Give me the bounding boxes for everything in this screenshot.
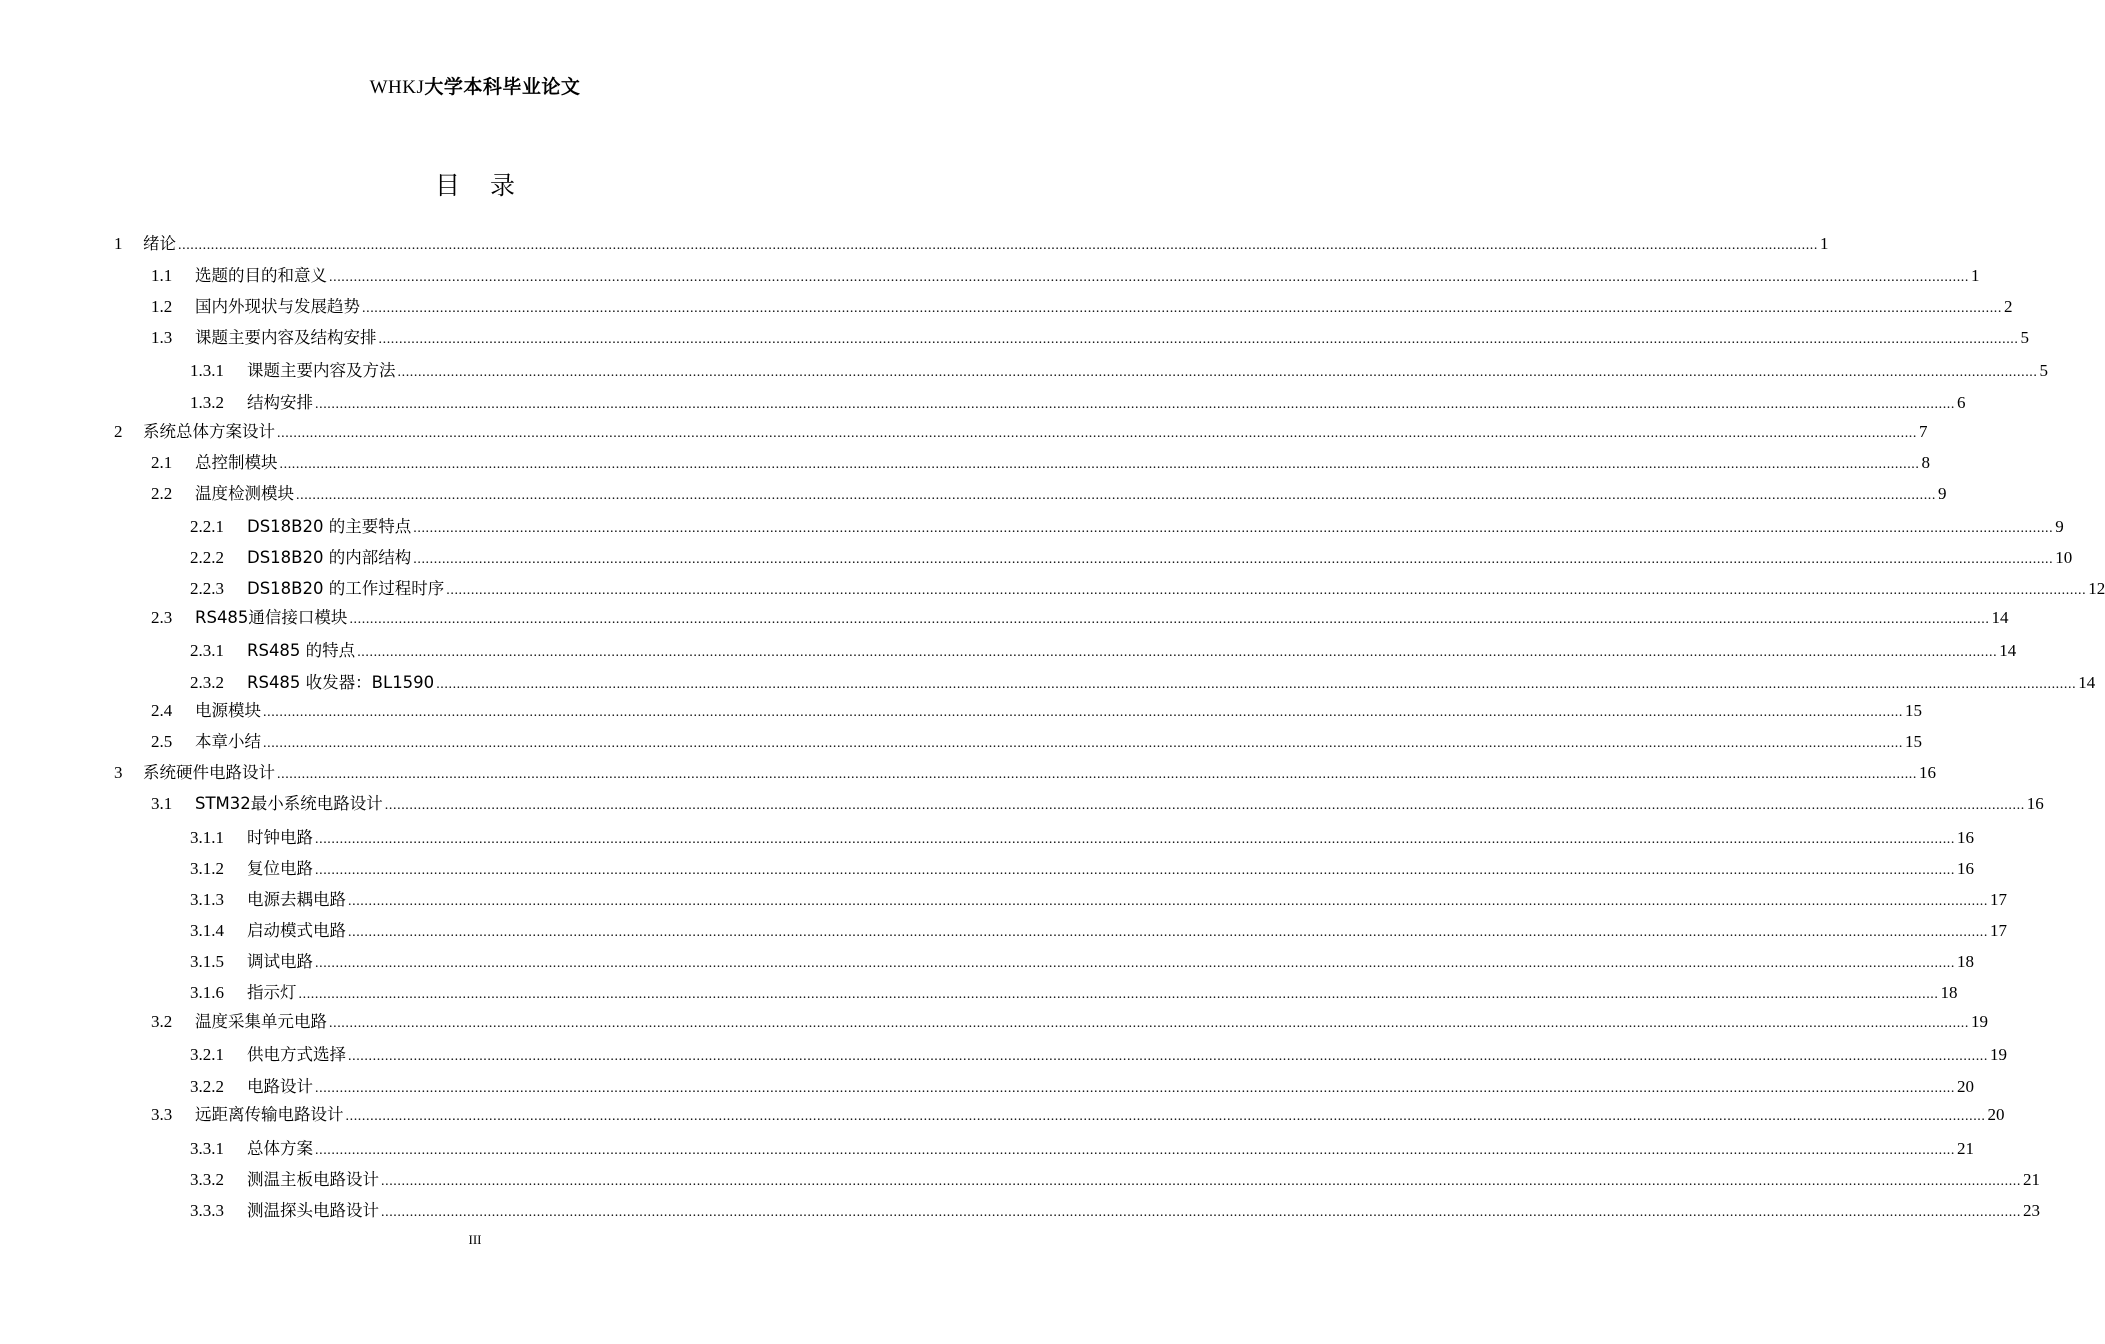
toc-entry-number: 3.1.6 — [190, 983, 224, 1002]
toc-leader-dots: ................................................................................................................................................................................................................................................................................................................................................................................................................ — [315, 956, 1955, 971]
toc-entry[interactable] — [151, 326, 2029, 350]
toc-leader-dots: ................................................................................................................................................................................................................................................................................................................................................................................................................ — [381, 1174, 2021, 1189]
toc-entry[interactable] — [190, 1075, 1974, 1099]
toc-leader-dots: ................................................................................................................................................................................................................................................................................................................................................................................................................ — [315, 863, 1955, 878]
toc-entry-page: 2 — [2004, 297, 2013, 316]
toc-entry-page: 16 — [1919, 763, 1936, 782]
toc-leader-dots: ................................................................................................................................................................................................................................................................................................................................................................................................................ — [329, 1016, 1969, 1031]
toc-entry[interactable] — [190, 1199, 2040, 1223]
toc-entry-title: 电路设计 — [247, 1077, 313, 1096]
toc-entry[interactable] — [151, 730, 1922, 754]
toc-entry-page: 16 — [2026, 794, 2044, 813]
toc-entry-number: 3.3.2 — [190, 1170, 224, 1189]
toc-entry-number: 2.2.3 — [190, 579, 224, 598]
toc-title: 目录 — [434, 171, 545, 200]
toc-entry-number: 2.4 — [151, 701, 173, 720]
toc-entry-number: 2.3.1 — [190, 641, 224, 660]
toc-leader-dots: ................................................................................................................................................................................................................................................................................................................................................................................................................ — [348, 894, 1988, 909]
toc-entry-page: 21 — [2023, 1170, 2040, 1189]
toc-entry-title: 总控制模块 — [195, 453, 278, 472]
toc-entry-page: 14 — [2078, 673, 2096, 692]
toc-leader-dots: ................................................................................................................................................................................................................................................................................................................................................................................................................ — [413, 552, 2054, 567]
toc-entry[interactable] — [190, 1168, 2040, 1192]
toc-entry-number: 2 — [114, 422, 123, 441]
toc-leader-dots: ................................................................................................................................................................................................................................................................................................................................................................................................................ — [436, 677, 2077, 692]
toc-entry-page: 16 — [1957, 828, 1974, 847]
toc-entry-page: 7 — [1919, 422, 1928, 441]
toc-entry-number: 2.1 — [151, 453, 173, 472]
toc-entry-number: 1.3 — [151, 328, 173, 347]
toc-entry-page: 19 — [1971, 1012, 1988, 1031]
toc-entry-number: 3.1.4 — [190, 921, 224, 940]
toc-entry-page: 17 — [1990, 890, 2007, 909]
toc-entry-title: 电源模块 — [195, 701, 261, 720]
toc-entry[interactable] — [190, 1137, 1974, 1161]
toc-entry-title: 启动模式电路 — [247, 921, 346, 940]
toc-entry[interactable] — [190, 888, 2007, 912]
toc-leader-dots: ................................................................................................................................................................................................................................................................................................................................................................................................................ — [381, 1205, 2021, 1220]
toc-entry[interactable] — [190, 639, 2017, 663]
toc-entry-number: 1.2 — [151, 297, 173, 316]
toc-entry-title: 供电方式选择 — [247, 1045, 346, 1064]
toc-entry-page: 19 — [1990, 1045, 2007, 1064]
toc-entry-number: 1.3.2 — [190, 393, 224, 412]
toc-entry[interactable] — [151, 1010, 1988, 1034]
toc-entry-page: 14 — [1999, 641, 2017, 660]
toc-entry-title: 复位电路 — [247, 859, 313, 878]
toc-entry-number: 1 — [114, 234, 123, 253]
toc-leader-dots: ................................................................................................................................................................................................................................................................................................................................................................................................................ — [178, 238, 1818, 253]
toc-entry-page: 15 — [1905, 701, 1922, 720]
toc-entry-number: 3.3.3 — [190, 1201, 224, 1220]
toc-entry[interactable] — [151, 451, 1930, 475]
toc-entry-title: 系统总体方案设计 — [143, 422, 275, 441]
toc-entry-title: RS485 收发器：BL1590 — [247, 673, 435, 692]
toc-entry-title: 课题主要内容及方法 — [247, 361, 396, 380]
header-latin: WHKJ — [369, 77, 425, 98]
toc-entry-title: DS18B20 的内部结构 — [247, 548, 412, 567]
toc-leader-dots: ................................................................................................................................................................................................................................................................................................................................................................................................................ — [348, 1049, 1988, 1064]
toc-entry-page: 10 — [2055, 548, 2073, 567]
toc-leader-dots: ................................................................................................................................................................................................................................................................................................................................................................................................................ — [315, 832, 1955, 847]
toc-leader-dots: ................................................................................................................................................................................................................................................................................................................................................................................................................ — [263, 705, 1903, 720]
toc-entry-title: 远距离传输电路设计 — [195, 1105, 344, 1124]
toc-entry-page: 23 — [2023, 1201, 2040, 1220]
toc-entry-page: 20 — [1957, 1077, 1974, 1096]
toc-entry[interactable] — [190, 950, 1974, 974]
toc-entry-page: 9 — [2055, 517, 2064, 536]
toc-entry-number: 2.2.2 — [190, 548, 224, 567]
toc-entry-title: RS485通信接口模块 — [195, 608, 348, 627]
toc-entry-number: 3.1.5 — [190, 952, 224, 971]
toc-entry-page: 9 — [1938, 484, 1947, 503]
toc-entry-number: 2.5 — [151, 732, 173, 751]
toc-entry-page: 14 — [1991, 608, 2009, 627]
toc-entry-page: 17 — [1990, 921, 2007, 940]
toc-entry-title: 总体方案 — [247, 1139, 313, 1158]
toc-leader-dots: ................................................................................................................................................................................................................................................................................................................................................................................................................ — [357, 645, 1998, 660]
toc-entry-title: 温度检测模块 — [195, 484, 294, 503]
toc-entry-number: 3.1 — [151, 794, 173, 813]
toc-leader-dots: ................................................................................................................................................................................................................................................................................................................................................................................................................ — [348, 925, 1988, 940]
toc-entry[interactable] — [190, 671, 2096, 695]
toc-entry[interactable] — [151, 264, 1980, 288]
toc-leader-dots: ................................................................................................................................................................................................................................................................................................................................................................................................................ — [315, 1081, 1955, 1096]
toc-entry-number: 2.2 — [151, 484, 173, 503]
toc-entry-title: 调试电路 — [247, 952, 313, 971]
toc-entry[interactable] — [190, 1043, 2007, 1067]
toc-entry-title: DS18B20 的工作过程时序 — [247, 579, 445, 598]
toc-entry[interactable] — [190, 515, 2064, 539]
toc-entry-page: 12 — [2088, 579, 2105, 598]
toc-entry-number: 3.3.1 — [190, 1139, 224, 1158]
toc-entry-number: 3.2 — [151, 1012, 173, 1031]
toc-entry[interactable] — [151, 1103, 2005, 1127]
toc-entry-number: 3.1.2 — [190, 859, 224, 878]
toc-entry-title: 测温主板电路设计 — [247, 1170, 379, 1189]
toc-entry-number: 3 — [114, 763, 123, 782]
header-cjk: 大学本科毕业论文 — [424, 76, 581, 98]
toc-leader-dots: ................................................................................................................................................................................................................................................................................................................................................................................................................ — [378, 332, 2019, 347]
toc-entry-title: DS18B20 的主要特点 — [247, 517, 412, 536]
toc-entry-page: 1 — [1820, 234, 1829, 253]
toc-leader-dots: ................................................................................................................................................................................................................................................................................................................................................................................................................ — [263, 736, 1903, 751]
toc-leader-dots: ................................................................................................................................................................................................................................................................................................................................................................................................................ — [296, 488, 1936, 503]
toc-entry-number: 3.1.1 — [190, 828, 224, 847]
toc-entry-title: RS485 的特点 — [247, 641, 356, 660]
toc-entry[interactable] — [114, 420, 1928, 444]
toc-leader-dots: ................................................................................................................................................................................................................................................................................................................................................................................................................ — [279, 457, 1920, 472]
toc-entry-page: 20 — [1987, 1105, 2005, 1124]
toc-entry-title: 本章小结 — [195, 732, 261, 751]
toc-leader-dots: ................................................................................................................................................................................................................................................................................................................................................................................................................ — [397, 365, 2038, 380]
toc-entry-title: 课题主要内容及结构安排 — [195, 328, 377, 347]
toc-leader-dots: ................................................................................................................................................................................................................................................................................................................................................................................................................ — [298, 987, 1939, 1002]
toc-entry-title: 电源去耦电路 — [247, 890, 346, 909]
toc-entry[interactable] — [151, 792, 2044, 816]
toc-entry-page: 5 — [2039, 361, 2048, 380]
toc-leader-dots: ................................................................................................................................................................................................................................................................................................................................................................................................................ — [277, 767, 1917, 782]
toc-entry-title: STM32最小系统电路设计 — [195, 794, 383, 813]
toc-entry-page: 6 — [1957, 393, 1966, 412]
toc-leader-dots: ................................................................................................................................................................................................................................................................................................................................................................................................................ — [315, 397, 1955, 412]
toc-entry-title: 国内外现状与发展趋势 — [195, 297, 360, 316]
toc-entry-title: 绪论 — [143, 234, 176, 253]
toc-entry-number: 3.2.1 — [190, 1045, 224, 1064]
toc-leader-dots: ................................................................................................................................................................................................................................................................................................................................................................................................................ — [329, 270, 1969, 285]
toc-entry-title: 选题的目的和意义 — [195, 266, 327, 285]
toc-entry-title: 测温探头电路设计 — [247, 1201, 379, 1220]
toc-entry-number: 2.3.2 — [190, 673, 224, 692]
toc-entry[interactable] — [151, 699, 1922, 723]
toc-entry-title: 结构安排 — [247, 393, 313, 412]
toc-entry-title: 指示灯 — [247, 983, 297, 1002]
toc-entry[interactable] — [190, 359, 2048, 383]
toc-entry-number: 2.3 — [151, 608, 173, 627]
toc-leader-dots: ................................................................................................................................................................................................................................................................................................................................................................................................................ — [384, 798, 2025, 813]
page-header — [0, 72, 950, 99]
toc-entry-number: 3.1.3 — [190, 890, 224, 909]
toc-leader-dots: ................................................................................................................................................................................................................................................................................................................................................................................................................ — [446, 583, 2087, 598]
toc-entry[interactable] — [114, 761, 1936, 785]
toc-leader-dots: ................................................................................................................................................................................................................................................................................................................................................................................................................ — [362, 301, 2002, 316]
toc-leader-dots: ................................................................................................................................................................................................................................................................................................................................................................................................................ — [277, 426, 1917, 441]
toc-entry-number: 2.2.1 — [190, 517, 224, 536]
toc-entry[interactable] — [190, 857, 1974, 881]
toc-entry-page: 16 — [1957, 859, 1974, 878]
toc-entry[interactable] — [190, 391, 1966, 415]
toc-entry[interactable] — [151, 295, 2013, 319]
toc-entry-title: 时钟电路 — [247, 828, 313, 847]
toc-leader-dots: ................................................................................................................................................................................................................................................................................................................................................................................................................ — [315, 1143, 1955, 1158]
toc-entry[interactable] — [151, 482, 1947, 506]
toc-entry[interactable] — [190, 546, 2073, 570]
toc-leader-dots: ................................................................................................................................................................................................................................................................................................................................................................................................................ — [349, 612, 1990, 627]
toc-entry-number: 3.2.2 — [190, 1077, 224, 1096]
toc-leader-dots: ................................................................................................................................................................................................................................................................................................................................................................................................................ — [413, 521, 2054, 536]
toc-entry-page: 18 — [1957, 952, 1974, 971]
toc-entry[interactable] — [114, 232, 1829, 256]
toc-leader-dots: ................................................................................................................................................................................................................................................................................................................................................................................................................ — [345, 1109, 1986, 1124]
toc-entry[interactable] — [151, 606, 2009, 630]
toc-entry[interactable] — [190, 981, 1958, 1005]
toc-entry-number: 1.1 — [151, 266, 173, 285]
toc-entry-page: 5 — [2020, 328, 2029, 347]
toc-entry[interactable] — [190, 919, 2007, 943]
toc-entry-page: 18 — [1940, 983, 1958, 1002]
toc-entry-title: 温度采集单元电路 — [195, 1012, 327, 1031]
toc-entry-page: 1 — [1971, 266, 1980, 285]
toc-entry[interactable] — [190, 826, 1974, 850]
toc-entry-page: 15 — [1905, 732, 1922, 751]
toc-entry-number: 1.3.1 — [190, 361, 224, 380]
toc-entry-page: 21 — [1957, 1139, 1974, 1158]
page-number: III — [468, 1232, 482, 1247]
toc-entry-title: 系统硬件电路设计 — [143, 763, 275, 782]
toc-entry[interactable] — [190, 577, 2105, 601]
toc-entry-number: 3.3 — [151, 1105, 173, 1124]
toc-entry-page: 8 — [1921, 453, 1930, 472]
